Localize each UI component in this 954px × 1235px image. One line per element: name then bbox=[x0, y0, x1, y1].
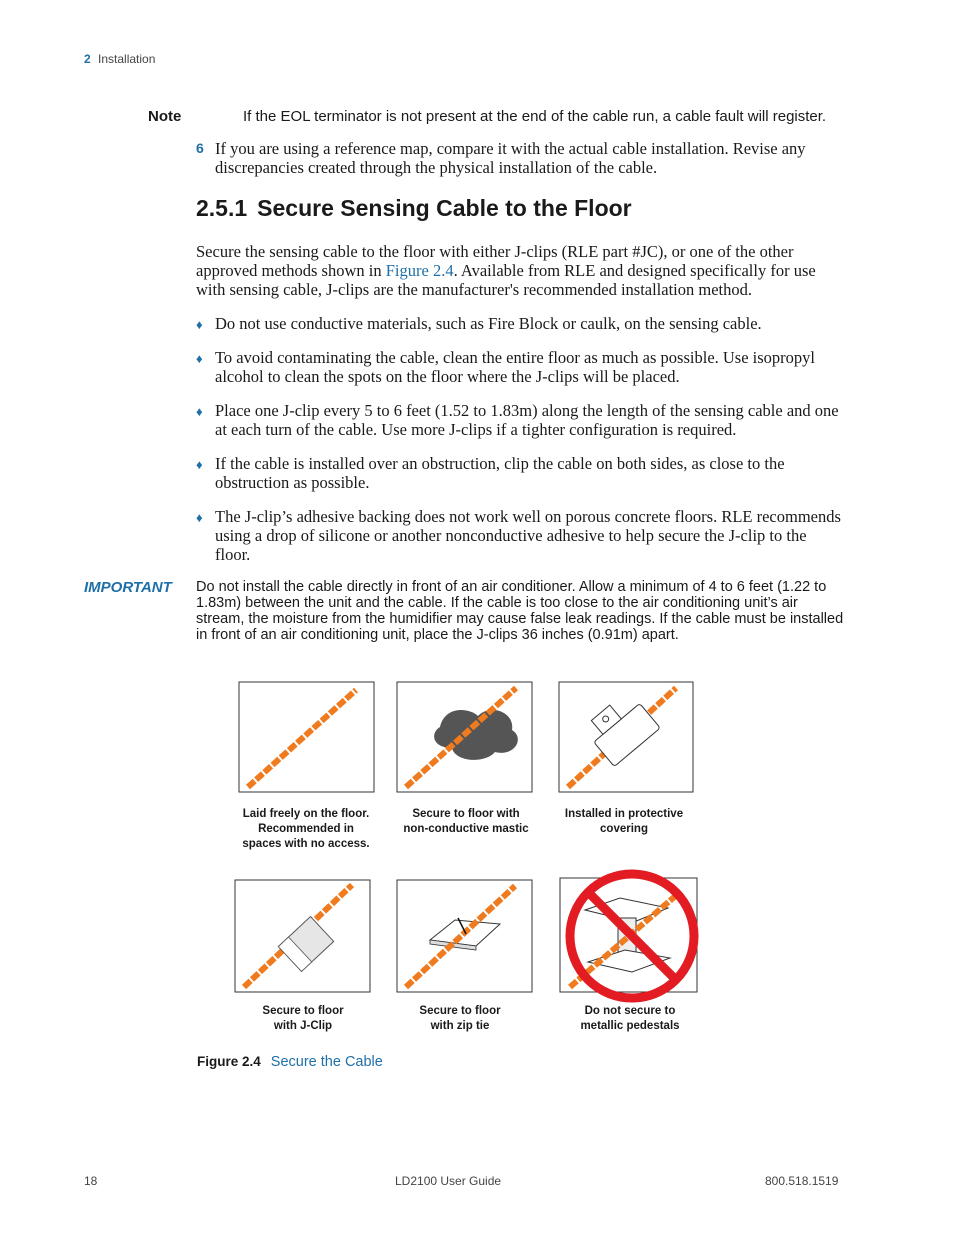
panel-caption-mastic: Secure to floor with non-conductive mastic bbox=[403, 808, 529, 835]
intro-text-start: Secure the sensing cable to the floor with either J-clips (RLE part #JC), or one of the other approved methods shown in bbox=[196, 242, 794, 280]
bullet-text: If the cable is installed over an obstruction, clip the cable on both sides, as close to the obstruction as possible. bbox=[215, 454, 785, 492]
bullet-text: To avoid contaminating the cable, clean the entire floor as much as possible. Use isopropyl alcohol to clean the spots on the floor where the J-clips will be placed. bbox=[215, 348, 816, 386]
bullet-text: The J-clip’s adhesive backing does not work well on porous concrete floors. RLE recommends using a drop of silicone or another nonconductive adhesive to help secure the J-clip to the floor. bbox=[215, 507, 841, 564]
panel-mastic bbox=[397, 682, 532, 792]
figure-caption bbox=[197, 1054, 383, 1070]
guide-title: LD2100 User Guide bbox=[395, 1174, 502, 1188]
note-label: Note bbox=[148, 108, 182, 125]
panel-laid-freely bbox=[239, 682, 374, 792]
diamond-bullet-icon: ♦ bbox=[196, 510, 203, 525]
bullet-text: Place one J-clip every 5 to 6 feet (1.52 to 1.83m) along the length of the sensing cable and one at each turn of the cable. Use more J-clips if a tighter configuration is required. bbox=[215, 401, 839, 439]
panel-caption-laid-freely: Laid freely on the floor. Recommended in spaces with no access. bbox=[242, 808, 370, 850]
step-text: If you are using a reference map, compare it with the actual cable installation. Revise any discrepancies created through the physical installation of the cable. bbox=[215, 139, 806, 177]
panel-zip-tie bbox=[397, 880, 532, 992]
intro-text-end: . Available from RLE and designed specifically for use with sensing cable, J-clips are the manufacturer's recommended installation method. bbox=[196, 261, 816, 299]
diamond-bullet-icon: ♦ bbox=[196, 351, 203, 366]
panel-caption-metallic-pedestal: Do not secure to metallic pedestals bbox=[580, 1005, 680, 1032]
panel-j-clip bbox=[235, 880, 370, 992]
page-number: 18 bbox=[84, 1174, 98, 1188]
section-title: Secure Sensing Cable to the Floor bbox=[257, 195, 632, 221]
diamond-bullet-icon: ♦ bbox=[196, 404, 203, 419]
bullet-text: Do not use conductive materials, such as Fire Block or caulk, on the sensing cable. bbox=[215, 314, 762, 333]
panel-metallic-pedestal bbox=[560, 874, 697, 998]
panel-caption-zip-tie: Secure to floor with zip tie bbox=[419, 1005, 501, 1032]
chapter-number: 2 bbox=[84, 52, 91, 66]
step-number: 6 bbox=[196, 140, 204, 156]
panel-caption-j-clip: Secure to floor with J-Clip bbox=[262, 1005, 344, 1032]
chapter-title: Installation bbox=[98, 52, 156, 66]
important-text: Do not install the cable directly in front of an air conditioner. Allow a minimum of 4 to 6 feet (1.22 to 1.83m) between the unit and the cable. If the cable is too close to the air conditioning unit’s air stream, the moisture from the humidifier may cause false leak readings. If the cable must be installed in front of an air conditioning unit, place the J-clips 36 inches (0.91m) apart. bbox=[196, 579, 844, 643]
section-number: 2.5.1 bbox=[196, 195, 248, 221]
important-label: IMPORTANT bbox=[84, 579, 172, 596]
figure-link[interactable]: Figure 2.4 bbox=[385, 261, 454, 280]
figure-label: Figure 2.4 bbox=[197, 1054, 261, 1069]
diamond-bullet-icon: ♦ bbox=[196, 317, 203, 332]
panel-protective-covering bbox=[559, 682, 693, 792]
phone-number: 800.518.1519 bbox=[765, 1174, 839, 1188]
diamond-bullet-icon: ♦ bbox=[196, 457, 203, 472]
figure-title: Secure the Cable bbox=[270, 1054, 383, 1070]
note-text: If the EOL terminator is not present at the end of the cable run, a cable fault will register. bbox=[243, 108, 827, 125]
panel-caption-protective-covering: Installed in protective covering bbox=[564, 808, 684, 835]
